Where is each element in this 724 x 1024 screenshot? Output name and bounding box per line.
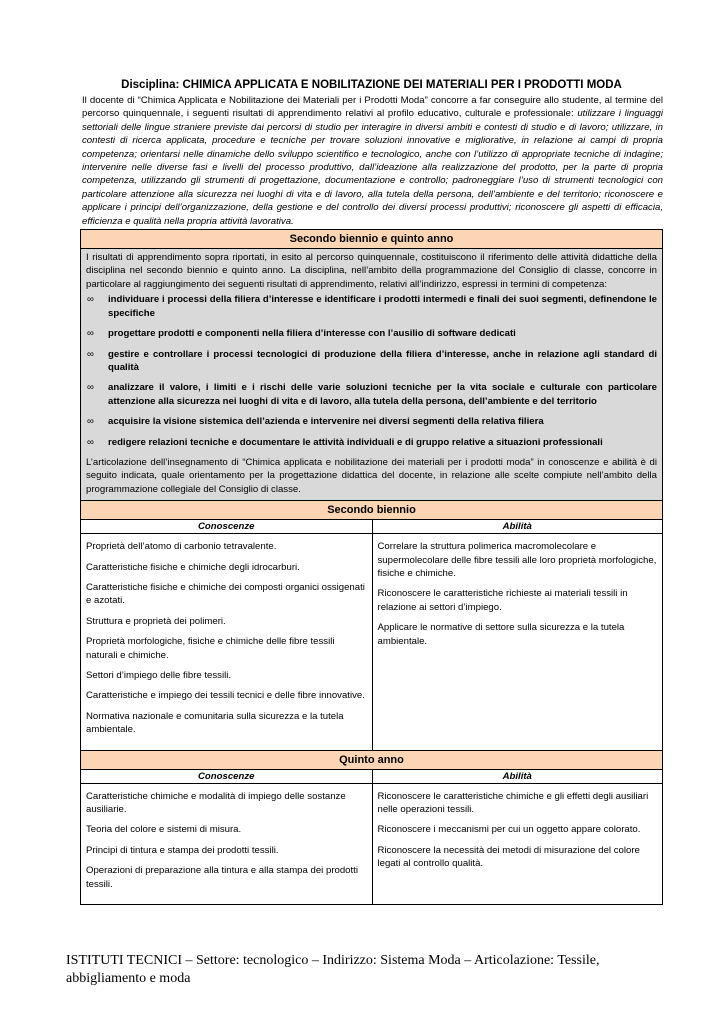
list-item: Teoria del colore e sistemi di misura.	[86, 824, 242, 836]
list-item: Riconoscere la necessità dei metodi di misurazione del colore legati al controllo qualità.	[377, 844, 640, 870]
list-item: Struttura e proprietà dei polimeri.	[86, 615, 226, 627]
abilita-heading: Abilità	[373, 770, 663, 784]
conoscenze-list	[81, 534, 372, 749]
conoscenze-column	[81, 520, 372, 749]
list-item: Caratteristiche e impiego dei tessili tecnici e delle fibre innovative.	[86, 690, 365, 702]
intro-paragraph	[82, 94, 663, 228]
abilita-list	[373, 534, 663, 661]
infinity-bullet-icon: ∞	[87, 294, 94, 306]
infinity-bullet-icon: ∞	[87, 382, 94, 394]
intro-plain-text: Il docente di “Chimica Applicata e Nobilitazione dei Materiali per i Prodotti Moda” concorre a far conseguire allo studente, al termine del percorso quinquennale, i seguenti risultati di apprendimento relativi al profilo educativo, culturale e professionale:	[82, 95, 663, 120]
secondo-biennio-grid	[81, 520, 662, 750]
list-item: Riconoscere i meccanismi per cui un oggetto appare colorato.	[377, 824, 641, 836]
abilita-list	[373, 784, 663, 884]
competence-text: redigere relazioni tecniche e documentare le attività individuali e di gruppo relative a situazioni professionali	[108, 436, 603, 448]
conoscenze-column	[81, 770, 372, 904]
infinity-bullet-icon: ∞	[87, 348, 94, 360]
quinto-anno-grid	[81, 770, 662, 904]
competences-block	[81, 249, 662, 500]
competence-text: analizzare il valore, i limiti e i rischi delle varie soluzioni tecniche per la vita sociale e culturale con particolare attenzione alla sicurezza nei luoghi di vita e di lavoro, alla tutela della persona, dell’ambiente e del territorio	[108, 382, 657, 407]
list-item: Applicare le normative di settore sulla sicurezza e la tutela ambientale.	[377, 622, 625, 647]
intro-italic-text: utilizzare i linguaggi settoriali delle lingue straniere previste dai percorsi di studio per interagire in diversi ambiti e contesti di studio e di lavoro; utilizzare, in contesti di ricerca applicata, procedure e tecniche per trovare soluzioni innovative e migliorative, in relazione ai campi di propria competenza; orientarsi nelle dinamiche dello sviluppo scientifico e tecnologico, anche con l’utilizzo di appropriate tecniche di indagine; intervenire nelle diverse fasi e livelli del processo produttivo, dall’ideazione alla realizzazione del prodotto, per la parte di propria competenza, utilizzando gli strumenti di progettazione, documentazione e controllo; padroneggiare l’uso di strumenti tecnologici con particolare attenzione alla sicurezza nei luoghi di vita e di lavoro, alla tutela della persona, dell’ambiente e del territorio; riconoscere e applicare i principi dell’organizzazione, della gestione e del controllo dei diversi processi produttivi; riconoscere gli aspetti di efficacia, efficienza e qualità nella propria attività lavorativa.	[82, 108, 663, 227]
competence-item	[86, 436, 657, 449]
infinity-bullet-icon: ∞	[87, 328, 94, 340]
curriculum-table	[80, 229, 663, 905]
list-item: Normativa nazionale e comunitaria sulla sicurezza e la tutela ambientale.	[86, 710, 344, 736]
section-header-secondo-biennio-quinto-anno: Secondo biennio e quinto anno	[81, 230, 662, 249]
abilita-column	[372, 770, 663, 904]
list-item: Caratteristiche chimiche e modalità di impiego delle sostanze ausiliarie.	[86, 790, 346, 816]
competence-item	[86, 293, 657, 320]
conoscenze-heading: Conoscenze	[81, 520, 372, 534]
list-item: Caratteristiche fisiche e chimiche degli idrocarburi.	[86, 561, 300, 573]
list-item: Operazioni di preparazione alla tintura e alla stampa dei prodotti tessili.	[86, 865, 358, 890]
competence-text: gestire e controllare i processi tecnologici di produzione della filiera d’interesse, anche in relazione agli standard di qualità	[108, 348, 657, 373]
page-footer: ISTITUTI TECNICI – Settore: tecnologico – Indirizzo: Sistema Moda – Articolazione: Tessile, abbigliamento e moda	[66, 953, 600, 986]
abilita-column	[372, 520, 663, 749]
document-page	[80, 78, 663, 905]
competences-closing: L’articolazione dell’insegnamento di “Chimica applicata e nobilitazione dei materiali per i prodotti moda” in conoscenze e abilità è di seguito indicata, quale orientamento per la progettazione didattica del docente, in relazione alle scelte compiute nell’ambito della programmazione collegiale del Consiglio di classe.	[86, 456, 657, 495]
conoscenze-heading: Conoscenze	[81, 770, 372, 784]
list-item: Proprietà dell’atomo di carbonio tetravalente.	[86, 541, 277, 553]
list-item: Riconoscere le caratteristiche chimiche e gli effetti degli ausiliari nelle operazioni tessili.	[377, 790, 649, 816]
competence-text: individuare i processi della filiera d’interesse e identificare i prodotti intermedi e finali dei suoi segmenti, definendone le specifiche	[108, 294, 657, 319]
infinity-bullet-icon: ∞	[87, 416, 94, 428]
list-item: Principi di tintura e stampa dei prodotti tessili.	[86, 844, 279, 856]
infinity-bullet-icon: ∞	[87, 436, 94, 448]
list-item: Proprietà morfologiche, fisiche e chimiche delle fibre tessili naturali e chimiche.	[86, 636, 335, 661]
competence-text: progettare prodotti e componenti nella filiera d’interesse con l’ausilio di software dedicati	[108, 328, 516, 340]
conoscenze-list	[81, 784, 372, 904]
list-item: Correlare la struttura polimerica macromolecolare e supermolecolare delle fibre tessili alle loro proprietà morfologiche, fisiche e chimiche.	[377, 541, 657, 579]
section-header-quinto-anno: Quinto anno	[81, 751, 662, 770]
competences-lead: I risultati di apprendimento sopra riportati, in esito al percorso quinquennale, costituiscono il riferimento delle attività didattiche della disciplina nel secondo biennio e quinto anno. La disciplina, nell’ambito della programmazione del Consiglio di classe, concorre in particolare al raggiungimento dei seguenti risultati di apprendimento, relativi all’indirizzo, espressi in termini di competenza:	[86, 252, 657, 290]
discipline-title: Disciplina: CHIMICA APPLICATA E NOBILITAZIONE DEI MATERIALI PER I PRODOTTI MODA	[121, 79, 622, 91]
list-item: Settori d’impiego delle fibre tessili.	[86, 670, 232, 681]
list-item: Riconoscere le caratteristiche richieste ai materiali tessili in relazione ai settori d’impiego.	[377, 588, 628, 613]
competence-item	[86, 348, 657, 375]
competence-item	[86, 415, 657, 428]
list-item: Caratteristiche fisiche e chimiche dei composti organici ossigenati e azotati.	[86, 581, 365, 607]
competences-list	[86, 293, 657, 449]
abilita-heading: Abilità	[373, 520, 663, 534]
competence-text: acquisire la visione sistemica dell’azienda e intervenire nei diversi segmenti della relativa filiera	[108, 416, 544, 428]
competence-item	[86, 381, 657, 408]
competence-item	[86, 327, 657, 340]
section-header-secondo-biennio: Secondo biennio	[81, 500, 662, 520]
